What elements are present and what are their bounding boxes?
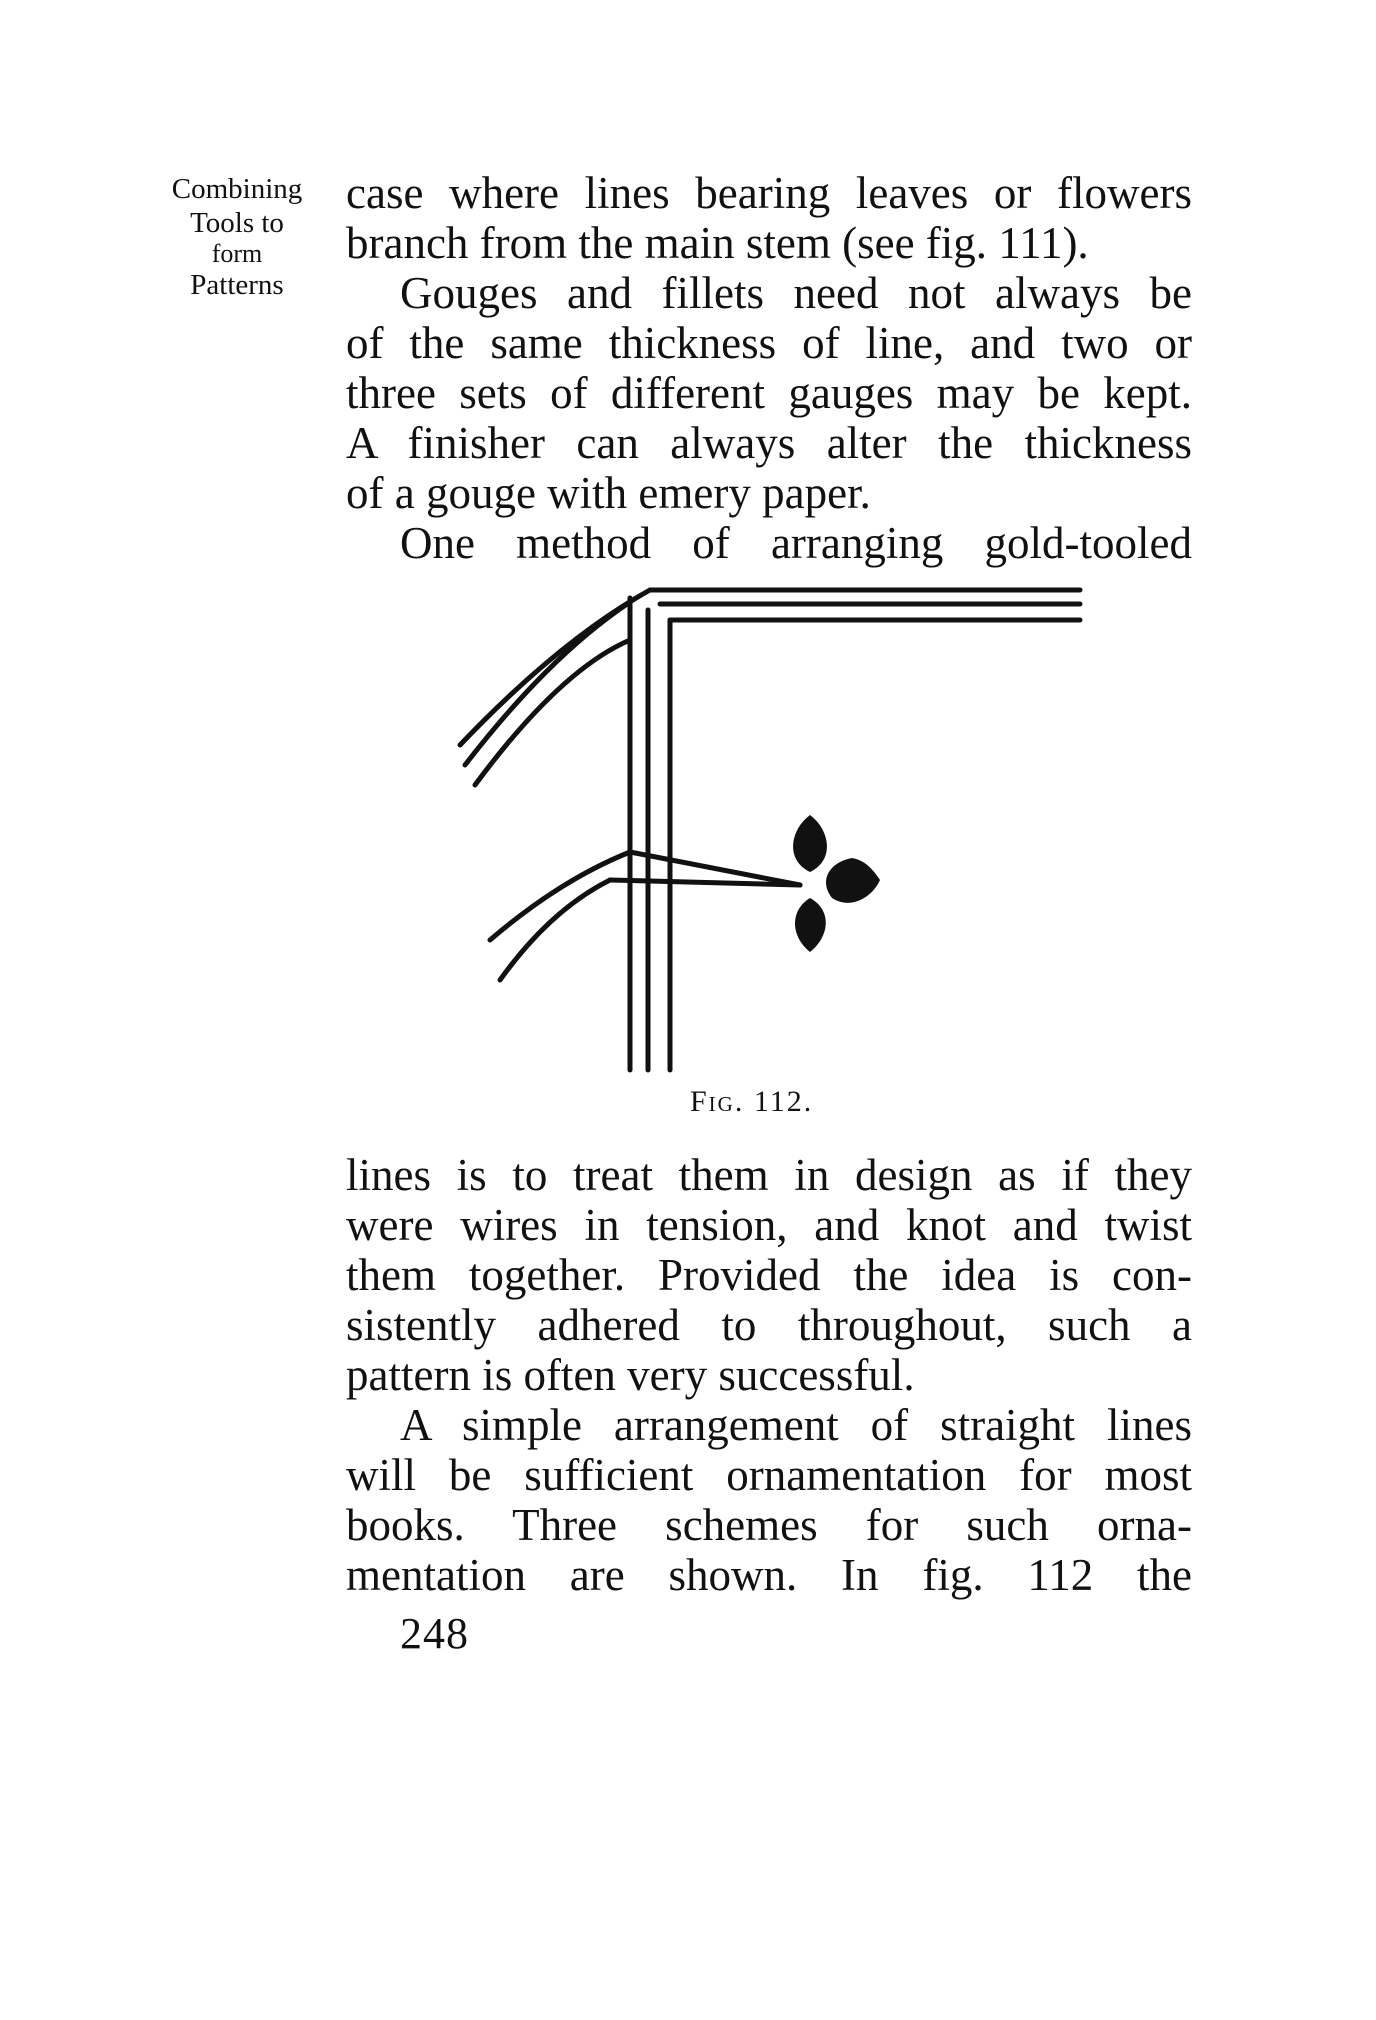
text-line: of a gouge with emery paper. bbox=[346, 468, 871, 518]
text-line: mentation are shown. In fig. 112 the bbox=[346, 1550, 1192, 1600]
text-line: One method of arranging gold-tooled bbox=[400, 518, 1192, 568]
text-line: case where lines bearing leaves or flowers bbox=[346, 168, 1192, 218]
figure-caption bbox=[690, 1085, 813, 1119]
text-line: A finisher can always alter the thickness bbox=[346, 418, 1192, 468]
diagonal-line bbox=[460, 590, 650, 745]
text-line: lines is to treat them in design as if they bbox=[346, 1150, 1192, 1200]
leaf-top bbox=[793, 815, 827, 872]
margin-note bbox=[152, 172, 322, 302]
text-line: were wires in tension, and knot and twist bbox=[346, 1200, 1192, 1250]
figure-caption-label: Fig. bbox=[690, 1085, 745, 1118]
text-line: three sets of different gauges may be kept. bbox=[346, 368, 1192, 418]
text-line: branch from the main stem (see fig. 111). bbox=[346, 218, 1089, 268]
triple-line-pattern bbox=[460, 590, 1080, 1070]
margin-note-line: Combining bbox=[171, 173, 303, 205]
text-line: sistently adhered to throughout, such a bbox=[346, 1300, 1192, 1350]
text-line: Gouges and fillets need not always be bbox=[400, 268, 1192, 318]
body-text-top bbox=[346, 168, 1192, 568]
text-line: them together. Provided the idea is con- bbox=[346, 1250, 1192, 1300]
text-line: A simple arrangement of straight lines bbox=[400, 1400, 1192, 1450]
text-line: of the same thickness of line, and two or bbox=[346, 318, 1192, 368]
margin-note-line: Patterns bbox=[190, 269, 284, 301]
leaf-cluster bbox=[793, 815, 880, 952]
leaf-right bbox=[826, 858, 880, 903]
figure-caption-number: 112. bbox=[753, 1085, 814, 1118]
margin-note-line: form bbox=[211, 239, 263, 268]
body-text-bottom bbox=[346, 1150, 1192, 1600]
diagonal-line bbox=[475, 640, 630, 785]
leaf-bottom bbox=[795, 898, 826, 952]
diagonal-line bbox=[465, 602, 630, 765]
branch-line bbox=[500, 880, 610, 980]
tooled-line-corner-with-leaves-icon bbox=[440, 580, 1100, 1080]
margin-note-line: Tools to bbox=[190, 207, 284, 239]
text-line: books. Three schemes for such orna- bbox=[346, 1500, 1192, 1550]
text-line: pattern is often very successful. bbox=[346, 1350, 915, 1400]
text-line: will be sufficient ornamentation for most bbox=[346, 1450, 1192, 1500]
page-number: 248 bbox=[400, 1609, 469, 1658]
branch-line bbox=[490, 852, 630, 940]
